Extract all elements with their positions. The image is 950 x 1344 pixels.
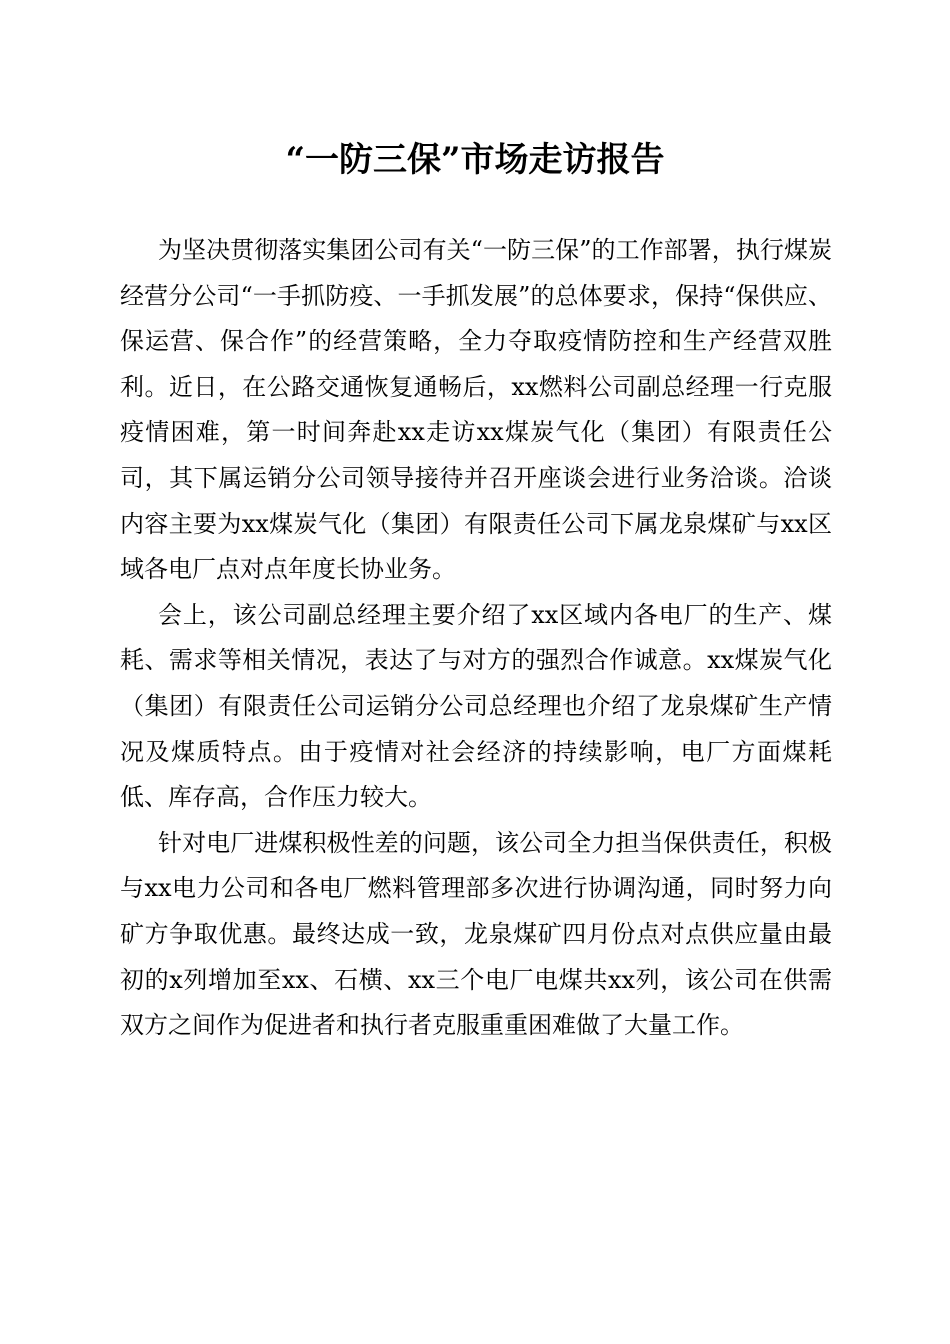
paragraph-1: 为坚决贯彻落实集团公司有关“一防三保”的工作部署，执行煤炭经营分公司“一手抓防疫、一手抓发展”的总体要求，保持“保供应、保运营、保合作”的经营策略，全力夺取疫情防控和生产经营双胜利。近日，在公路交通恢复通畅后，xx燃料公司副总经理一行克服疫情困难，第一时间奔赴xx走访xx煤炭气化（集团）有限责任公司，其下属运销分公司领导接待并召开座谈会进行业务洽谈。洽谈内容主要为xx煤炭气化（集团）有限责任公司下属龙泉煤矿与xx区域各电厂点对点年度长协业务。 (120, 236, 832, 584)
paragraph-2: 会上，该公司副总经理主要介绍了xx区域内各电厂的生产、煤耗、需求等相关情况，表达了与对方的强烈合作诚意。xx煤炭气化（集团）有限责任公司运销分公司总经理也介绍了龙泉煤矿生产情况及煤质特点。由于疫情对社会经济的持续影响，电厂方面煤耗低、库存高，合作压力较大。 (120, 600, 832, 812)
document-body (120, 228, 832, 1049)
document-title: “一防三保”市场走访报告 (285, 140, 665, 180)
paragraph-3: 针对电厂进煤积极性差的问题，该公司全力担当保供责任，积极与xx电力公司和各电厂燃料管理部多次进行协调沟通，同时努力向矿方争取优惠。最终达成一致，龙泉煤矿四月份点对点供应量由最初的x列增加至xx、石横、xx三个电厂电煤共xx列，该公司在供需双方之间作为促进者和执行者克服重重困难做了大量工作。 (120, 828, 832, 1040)
